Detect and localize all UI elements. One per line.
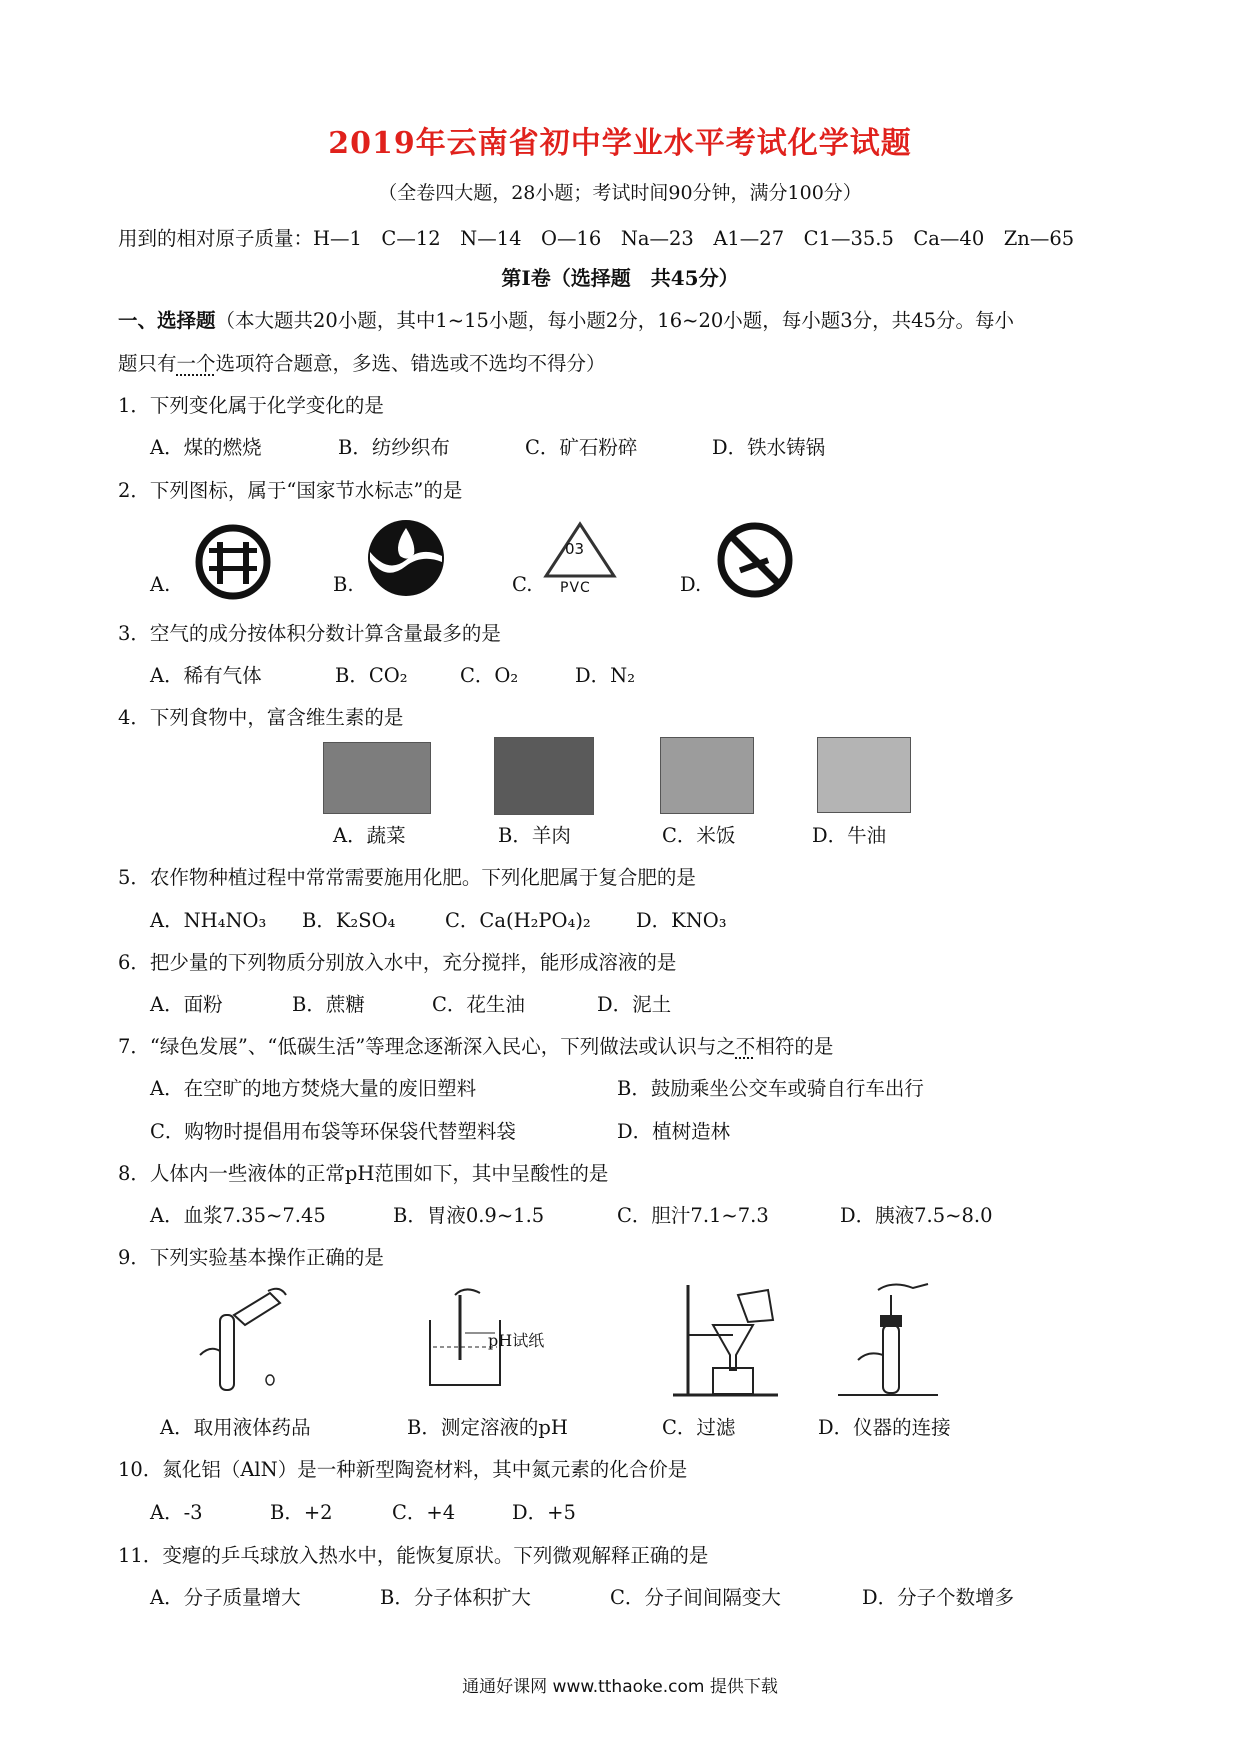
q4-option-d: D．牛油	[812, 824, 887, 847]
question-2: 2．下列图标，属于“国家节水标志”的是	[118, 479, 463, 502]
q6-option-d: D．泥土	[597, 993, 672, 1016]
q4-option-b: B．羊肉	[498, 824, 571, 847]
emphasis-text: 一个	[176, 352, 216, 375]
q10-option-c: C．+4	[392, 1501, 456, 1524]
question-9: 9．下列实验基本操作正确的是	[118, 1246, 384, 1269]
q4-option-a: A．蔬菜	[333, 824, 406, 847]
q5-option-c: C．Ca(H₂PO₄)₂	[445, 909, 591, 932]
q9-option-d: D．仪器的连接	[818, 1416, 951, 1439]
mutton-photo	[494, 737, 594, 815]
question-10: 10．氮化铝（AlN）是一种新型陶瓷材料，其中氮元素的化合价是	[118, 1458, 688, 1481]
recycle-label: PVC	[560, 580, 591, 596]
q3-option-c: C．O₂	[460, 664, 519, 687]
filtration-diagram	[668, 1280, 788, 1400]
q4-option-c: C．米饭	[662, 824, 736, 847]
q7-option-d: D．植树造林	[617, 1120, 731, 1143]
section-instruction-2	[118, 348, 606, 376]
q7-option-a: A．在空旷的地方焚烧大量的废旧塑料	[150, 1077, 477, 1100]
q11-option-d: D．分子个数增多	[862, 1586, 1015, 1609]
q6-option-b: B．蔗糖	[292, 993, 365, 1016]
instruction-text: 题只有	[118, 352, 177, 375]
footer-source: 通通好课网 www.tthaoke.com 提供下载	[462, 1677, 778, 1697]
question-6: 6．把少量的下列物质分别放入水中，充分搅拌，能形成溶液的是	[118, 951, 677, 974]
apparatus-connection-diagram	[838, 1280, 948, 1400]
q7-stem: 7．“绿色发展”、“低碳生活”等理念逐渐深入民心，下列做法或认识与之	[118, 1035, 736, 1058]
q9-option-a: A．取用液体药品	[160, 1416, 311, 1439]
section-heading: 第Ⅰ卷（选择题 共45分）	[501, 266, 739, 290]
q7-option-b: B．鼓励乘坐公交车或骑自行车出行	[617, 1077, 924, 1100]
q7-emphasis: 不	[735, 1035, 756, 1058]
q5-option-b: B．K₂SO₄	[302, 909, 396, 932]
pour-liquid-diagram	[190, 1285, 310, 1395]
q3-option-d: D．N₂	[575, 664, 636, 687]
q1-option-c: C．矿石粉碎	[525, 436, 638, 459]
q9-option-c: C．过滤	[662, 1416, 736, 1439]
q5-option-d: D．KNO₃	[636, 909, 727, 932]
page-title: 2019年云南省初中学业水平考试化学试题	[328, 126, 912, 161]
water-saving-icon	[364, 516, 448, 600]
q2-option-d: D.	[680, 573, 702, 596]
q10-option-a: A．-3	[150, 1501, 203, 1524]
q11-option-b: B．分子体积扩大	[380, 1586, 531, 1609]
q10-option-b: B．+2	[270, 1501, 333, 1524]
q6-option-a: A．面粉	[150, 993, 223, 1016]
q8-option-a: A．血浆7.35~7.45	[150, 1204, 326, 1227]
instruction-text: 选项符合题意，多选、错选或不选均不得分）	[215, 352, 606, 375]
q6-option-c: C．花生油	[432, 993, 525, 1016]
vegetables-photo	[323, 742, 431, 814]
q7-option-c: C．购物时提倡用布袋等环保袋代替塑料袋	[150, 1120, 516, 1143]
instruction-line-1: （本大题共20小题，其中1~15小题，每小题2分，16~20小题，每小题3分，共45分。每小	[215, 309, 1014, 332]
recycle-code: 03	[565, 540, 585, 558]
atomic-masses: 用到的相对原子质量：H—1 C—12 N—14 O—16 Na—23 A1—27 C1—35.5 Ca—40 Zn—65	[118, 227, 1075, 250]
q9-option-b: B．测定溶液的pH	[407, 1416, 568, 1439]
question-4: 4．下列食物中，富含维生素的是	[118, 706, 404, 729]
q1-option-d: D．铁水铸锅	[712, 436, 826, 459]
question-11: 11．变瘪的乒乓球放入热水中，能恢复原状。下列微观解释正确的是	[118, 1544, 709, 1567]
q3-option-a: A．稀有气体	[150, 664, 262, 687]
q3-option-b: B．CO₂	[335, 664, 408, 687]
butter-photo	[817, 737, 911, 813]
ph-paper-label: pH试纸	[488, 1331, 545, 1350]
q1-option-b: B．纺纱织布	[338, 436, 450, 459]
q2-option-b: B.	[333, 573, 354, 596]
rice-photo	[660, 737, 754, 814]
section-instruction	[118, 305, 1014, 333]
gate-emblem-icon	[193, 522, 273, 602]
question-8: 8．人体内一些液体的正常pH范围如下，其中呈酸性的是	[118, 1162, 609, 1185]
question-3: 3．空气的成分按体积分数计算含量最多的是	[118, 622, 501, 645]
part-label: 一、选择题	[118, 309, 216, 332]
q7-stem-end: 相符的是	[755, 1035, 834, 1058]
q10-option-d: D．+5	[512, 1501, 576, 1524]
q11-option-a: A．分子质量增大	[150, 1586, 301, 1609]
no-smoking-icon	[715, 520, 795, 600]
q2-option-a: A.	[150, 573, 171, 596]
question-7	[118, 1031, 833, 1059]
question-5: 5．农作物种植过程中常常需要施用化肥。下列化肥属于复合肥的是	[118, 866, 696, 889]
exam-info: （全卷四大题，28小题；考试时间90分钟，满分100分）	[378, 182, 862, 204]
q5-option-a: A．NH₄NO₃	[150, 909, 267, 932]
q8-option-c: C．胆汁7.1~7.3	[617, 1204, 769, 1227]
q8-option-d: D．胰液7.5~8.0	[840, 1204, 993, 1227]
q8-option-b: B．胃液0.9~1.5	[393, 1204, 545, 1227]
q11-option-c: C．分子间间隔变大	[610, 1586, 781, 1609]
question-1: 1．下列变化属于化学变化的是	[118, 394, 384, 417]
q2-option-c: C.	[512, 573, 533, 596]
q1-option-a: A．煤的燃烧	[150, 436, 262, 459]
